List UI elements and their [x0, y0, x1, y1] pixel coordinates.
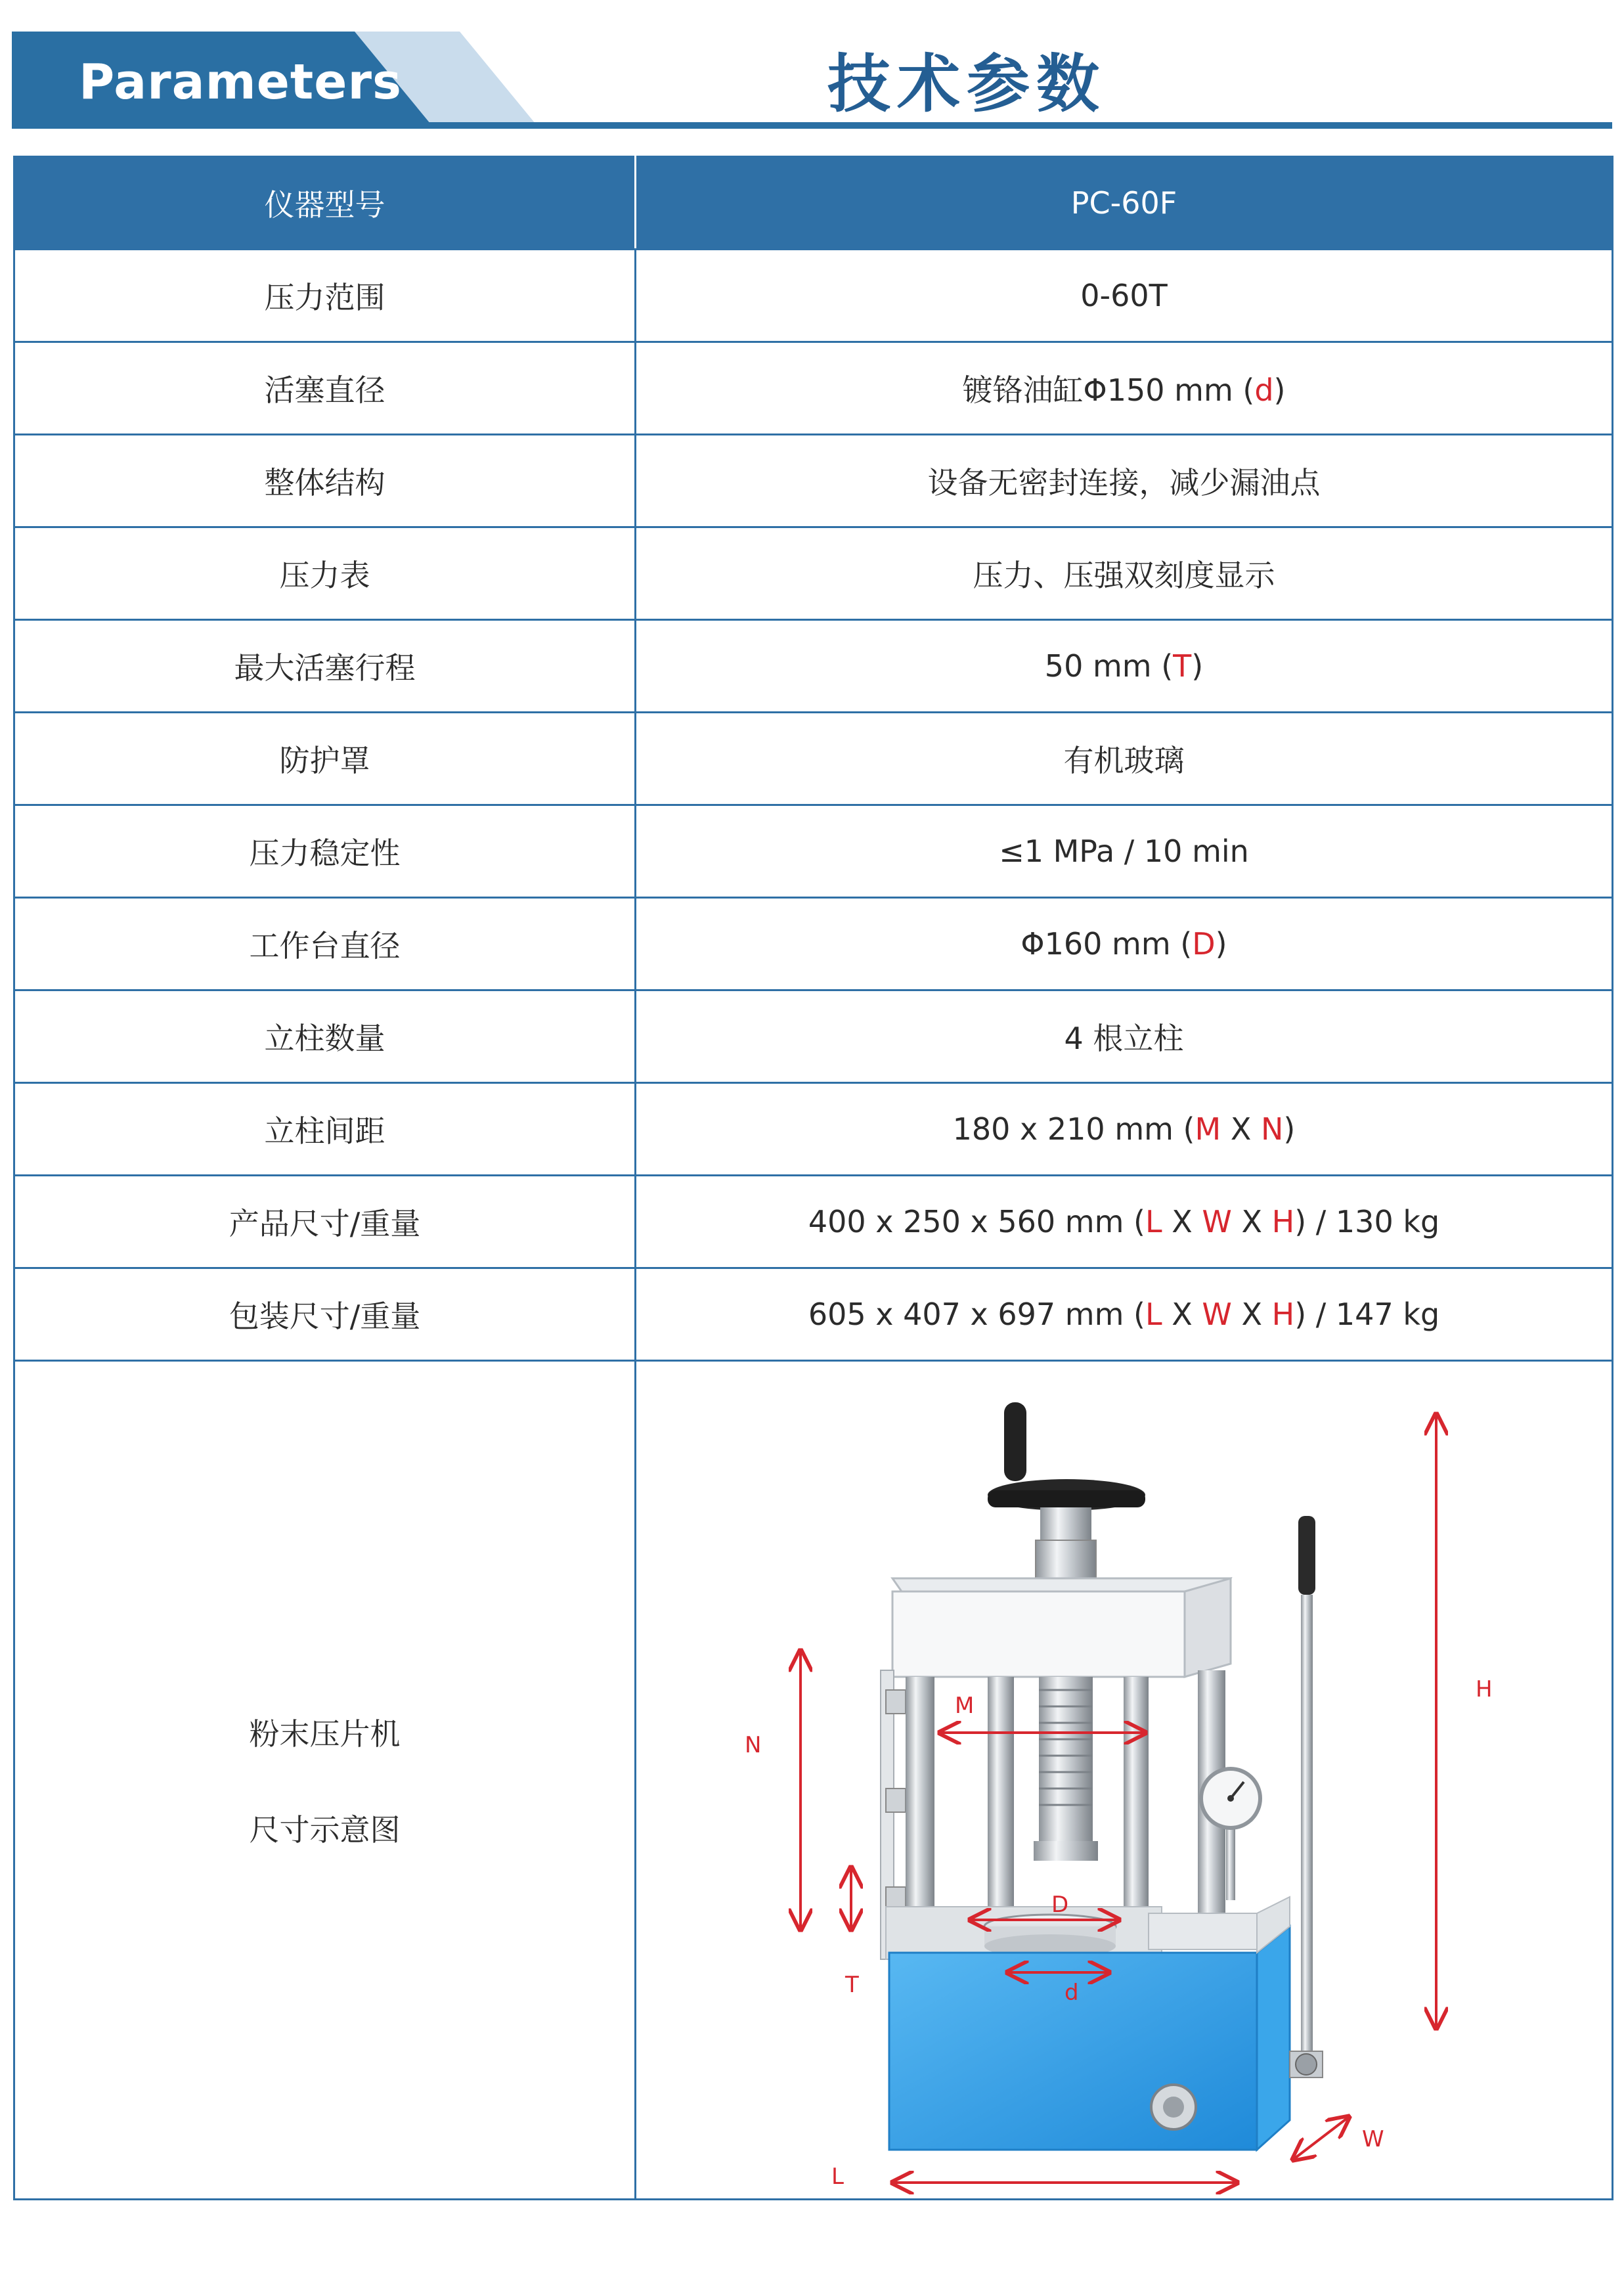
label-M: M	[955, 1693, 975, 1719]
dimension-mark: H	[1271, 1204, 1295, 1239]
value-sep: X	[1231, 1204, 1272, 1239]
header-value: PC-60F	[636, 157, 1613, 250]
row-label: 包装尺寸/重量	[14, 1268, 636, 1361]
row-label: 产品尺寸/重量	[14, 1176, 636, 1268]
piston-screw	[1034, 1677, 1098, 1861]
value-sep: X	[1162, 1297, 1202, 1332]
top-head	[892, 1578, 1231, 1677]
table-row	[14, 342, 1613, 435]
value-suffix: )	[1283, 1111, 1296, 1147]
value-suffix: )	[1215, 926, 1227, 962]
row-value: 有机玻璃	[636, 713, 1613, 805]
label-H: H	[1476, 1676, 1493, 1702]
value-prefix: 400 x 250 x 560 mm (	[808, 1204, 1145, 1239]
table-row	[14, 250, 1613, 342]
table-row	[14, 805, 1613, 898]
header-title-en: Parameters	[79, 54, 403, 110]
row-label: 防护罩	[14, 713, 636, 805]
value-suffix: )	[1191, 648, 1204, 684]
label-d: d	[1064, 1980, 1079, 2006]
dimension-mark: W	[1202, 1204, 1232, 1239]
pump-lever	[1290, 1516, 1323, 2078]
table-row	[14, 990, 1613, 1083]
row-label: 工作台直径	[14, 898, 636, 990]
label-N: N	[745, 1732, 762, 1758]
dimension-mark: N	[1260, 1111, 1284, 1147]
row-value: ≤1 MPa / 10 min	[636, 805, 1613, 898]
label-D: D	[1051, 1892, 1069, 1918]
header-rule	[12, 122, 1612, 129]
page-header	[0, 0, 1624, 131]
row-label: 压力范围	[14, 250, 636, 342]
dimension-mark: T	[1173, 648, 1192, 684]
value-prefix: Φ160 mm (	[1020, 926, 1193, 962]
table-row	[14, 527, 1613, 620]
diagram-cell	[636, 1361, 1613, 2200]
dimension-mark: W	[1202, 1297, 1232, 1332]
row-value	[636, 342, 1613, 435]
diagram-label-line1: 粉末压片机	[249, 1716, 401, 1752]
handwheel	[988, 1402, 1145, 1578]
row-value	[636, 1176, 1613, 1268]
row-label: 立柱间距	[14, 1083, 636, 1176]
value-suffix: )	[1273, 372, 1286, 408]
work-table	[886, 1907, 1257, 1959]
row-label: 活塞直径	[14, 342, 636, 435]
value-prefix: 50 mm (	[1044, 648, 1174, 684]
value-prefix: 605 x 407 x 697 mm (	[808, 1297, 1145, 1332]
value-prefix: 180 x 210 mm (	[952, 1111, 1195, 1147]
value-sep: X	[1231, 1297, 1272, 1332]
release-knob-icon	[1151, 2085, 1196, 2129]
label-W: W	[1362, 2126, 1384, 2152]
dimension-mark: d	[1254, 372, 1274, 408]
value-prefix: 镀铬油缸Φ150 mm (	[962, 372, 1255, 408]
value-sep: X	[1221, 1111, 1261, 1147]
row-value	[636, 1083, 1613, 1176]
row-label: 最大活塞行程	[14, 620, 636, 713]
row-label: 立柱数量	[14, 990, 636, 1083]
press-dimension-diagram	[636, 1362, 1613, 2198]
label-L: L	[831, 2164, 844, 2190]
arrow-W	[1293, 2117, 1349, 2160]
table-row	[14, 1268, 1613, 1361]
diagram-label-cell	[14, 1361, 636, 2200]
value-sep: X	[1162, 1204, 1202, 1239]
value-suffix: ) / 147 kg	[1294, 1297, 1440, 1332]
row-value: 0-60T	[636, 250, 1613, 342]
spec-table	[13, 156, 1613, 2200]
label-T: T	[845, 1972, 859, 1998]
row-value	[636, 1268, 1613, 1361]
dimension-mark: M	[1195, 1111, 1221, 1147]
row-value	[636, 620, 1613, 713]
value-suffix: ) / 130 kg	[1294, 1204, 1440, 1239]
dimension-mark: H	[1271, 1297, 1295, 1332]
row-label: 压力稳定性	[14, 805, 636, 898]
diagram-label-line2: 尺寸示意图	[249, 1812, 401, 1848]
row-value: 4 根立柱	[636, 990, 1613, 1083]
table-row	[14, 1176, 1613, 1268]
table-row	[14, 435, 1613, 527]
table-row	[14, 713, 1613, 805]
dimension-mark: L	[1145, 1297, 1162, 1332]
row-value: 设备无密封连接，减少漏油点	[636, 435, 1613, 527]
row-label: 整体结构	[14, 435, 636, 527]
header-label: 仪器型号	[14, 157, 636, 250]
header-title-cn: 技术参数	[827, 47, 1106, 121]
row-label: 压力表	[14, 527, 636, 620]
table-row	[14, 1083, 1613, 1176]
row-value: 压力、压强双刻度显示	[636, 527, 1613, 620]
dimension-mark: L	[1145, 1204, 1162, 1239]
table-header-row	[14, 157, 1613, 250]
table-row	[14, 898, 1613, 990]
diagram-row	[14, 1361, 1613, 2200]
row-value	[636, 898, 1613, 990]
dimension-mark: D	[1192, 926, 1216, 962]
table-row	[14, 620, 1613, 713]
